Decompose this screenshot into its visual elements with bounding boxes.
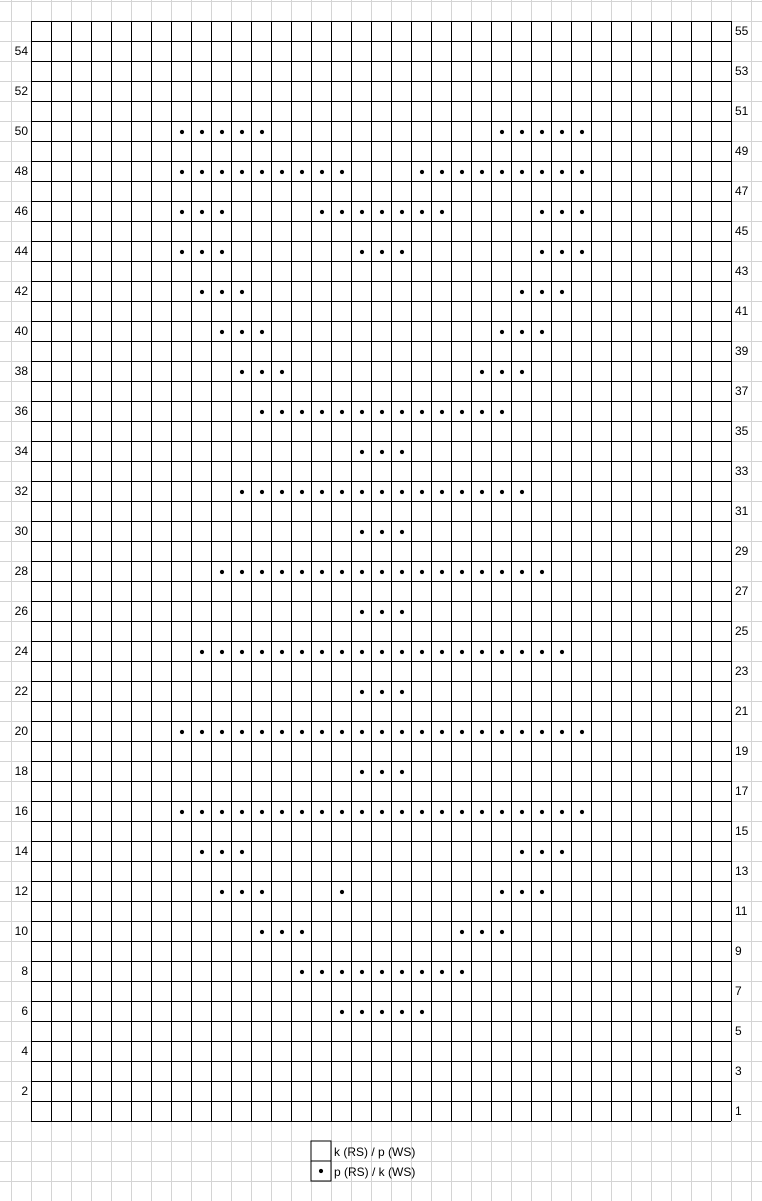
row-number: 18 — [14, 764, 28, 778]
purl-dot — [320, 650, 324, 654]
purl-dot — [420, 410, 424, 414]
purl-dot — [540, 850, 544, 854]
purl-dot — [500, 730, 504, 734]
purl-dot — [540, 210, 544, 214]
purl-dot — [180, 170, 184, 174]
purl-dot — [500, 410, 504, 414]
purl-dot — [280, 570, 284, 574]
purl-dot — [520, 290, 524, 294]
purl-dot — [480, 930, 484, 934]
purl-dot — [240, 130, 244, 134]
purl-dot — [420, 1010, 424, 1014]
purl-dot — [380, 530, 384, 534]
purl-dot — [260, 170, 264, 174]
purl-dot — [480, 810, 484, 814]
purl-dot — [500, 570, 504, 574]
purl-dot — [360, 650, 364, 654]
row-number: 54 — [14, 44, 28, 58]
purl-dot — [520, 490, 524, 494]
purl-dot — [320, 570, 324, 574]
purl-dot — [500, 370, 504, 374]
purl-dot — [280, 650, 284, 654]
purl-dot — [360, 570, 364, 574]
row-number: 45 — [735, 224, 749, 238]
purl-dot — [380, 610, 384, 614]
purl-dot — [200, 210, 204, 214]
purl-dot — [360, 1010, 364, 1014]
row-number: 4 — [21, 1044, 28, 1058]
purl-dot — [540, 890, 544, 894]
row-number: 14 — [14, 844, 28, 858]
purl-dot — [200, 290, 204, 294]
purl-dot — [200, 170, 204, 174]
row-number: 20 — [14, 724, 28, 738]
purl-dot — [360, 530, 364, 534]
purl-dot — [200, 810, 204, 814]
purl-dot — [240, 850, 244, 854]
row-number: 42 — [14, 284, 28, 298]
purl-dot — [300, 930, 304, 934]
purl-dot — [300, 410, 304, 414]
purl-dot — [300, 810, 304, 814]
purl-dot — [580, 250, 584, 254]
purl-dot — [480, 730, 484, 734]
purl-dot — [320, 490, 324, 494]
purl-dot — [500, 810, 504, 814]
purl-dot — [280, 490, 284, 494]
row-number: 39 — [735, 344, 749, 358]
purl-dot — [240, 290, 244, 294]
purl-dot — [540, 730, 544, 734]
purl-dot — [200, 130, 204, 134]
row-number: 23 — [735, 664, 749, 678]
row-number: 8 — [21, 964, 28, 978]
row-number: 30 — [14, 524, 28, 538]
row-number: 35 — [735, 424, 749, 438]
purl-dot — [400, 530, 404, 534]
purl-dot — [360, 730, 364, 734]
purl-dot — [460, 570, 464, 574]
purl-dot — [440, 810, 444, 814]
purl-dot — [380, 730, 384, 734]
row-number: 16 — [14, 804, 28, 818]
legend-purl-label: p (RS) / k (WS) — [334, 1165, 416, 1179]
purl-dot — [560, 730, 564, 734]
purl-dot — [280, 930, 284, 934]
purl-dot — [480, 650, 484, 654]
row-number: 3 — [735, 1064, 742, 1078]
purl-dot — [240, 890, 244, 894]
purl-dot — [540, 650, 544, 654]
purl-dot — [220, 250, 224, 254]
purl-dot — [580, 170, 584, 174]
purl-dot — [380, 650, 384, 654]
purl-dot — [560, 290, 564, 294]
row-number: 34 — [14, 444, 28, 458]
purl-dot — [400, 450, 404, 454]
purl-dot — [540, 330, 544, 334]
purl-dot — [460, 410, 464, 414]
purl-dot — [300, 970, 304, 974]
purl-dot — [300, 490, 304, 494]
purl-dot — [280, 410, 284, 414]
purl-dot — [280, 370, 284, 374]
purl-dot — [300, 570, 304, 574]
purl-dot — [240, 810, 244, 814]
row-number: 5 — [735, 1024, 742, 1038]
purl-dot — [380, 770, 384, 774]
purl-dot — [460, 490, 464, 494]
purl-dot — [280, 810, 284, 814]
purl-dot — [560, 210, 564, 214]
purl-dot — [260, 730, 264, 734]
purl-dot — [360, 610, 364, 614]
purl-dot — [320, 970, 324, 974]
purl-dot — [180, 810, 184, 814]
purl-dot — [420, 170, 424, 174]
purl-dot — [520, 650, 524, 654]
row-number: 27 — [735, 584, 749, 598]
purl-dot — [220, 570, 224, 574]
purl-dot — [200, 730, 204, 734]
purl-dot — [340, 810, 344, 814]
purl-dot — [420, 570, 424, 574]
purl-dot — [260, 370, 264, 374]
purl-dot — [400, 1010, 404, 1014]
purl-dot — [540, 170, 544, 174]
purl-dot — [380, 570, 384, 574]
purl-dot — [520, 370, 524, 374]
purl-dot — [400, 210, 404, 214]
row-number: 48 — [14, 164, 28, 178]
purl-dot — [360, 210, 364, 214]
purl-dot — [220, 210, 224, 214]
purl-dot — [460, 970, 464, 974]
purl-dot — [420, 810, 424, 814]
row-number: 47 — [735, 184, 749, 198]
purl-dot — [580, 210, 584, 214]
purl-dot — [560, 650, 564, 654]
purl-dot — [520, 330, 524, 334]
purl-dot — [180, 210, 184, 214]
row-number: 32 — [14, 484, 28, 498]
purl-dot — [520, 130, 524, 134]
purl-dot — [380, 250, 384, 254]
purl-dot — [380, 690, 384, 694]
row-number: 13 — [735, 864, 749, 878]
purl-dot — [300, 170, 304, 174]
purl-dot — [320, 410, 324, 414]
purl-dot — [520, 810, 524, 814]
purl-dot — [500, 490, 504, 494]
row-number: 10 — [14, 924, 28, 938]
purl-dot — [220, 130, 224, 134]
legend-knit-label: k (RS) / p (WS) — [334, 1145, 416, 1159]
purl-dot — [540, 570, 544, 574]
row-number: 1 — [735, 1104, 742, 1118]
purl-dot — [240, 650, 244, 654]
purl-dot — [480, 370, 484, 374]
purl-dot — [260, 930, 264, 934]
purl-dot — [400, 650, 404, 654]
purl-dot — [580, 130, 584, 134]
purl-dot — [440, 570, 444, 574]
purl-dot — [360, 970, 364, 974]
row-number: 17 — [735, 784, 749, 798]
purl-dot — [240, 730, 244, 734]
row-number: 37 — [735, 384, 749, 398]
row-number: 41 — [735, 304, 749, 318]
purl-dot — [420, 490, 424, 494]
purl-dot — [320, 170, 324, 174]
row-number: 40 — [14, 324, 28, 338]
purl-dot — [500, 930, 504, 934]
purl-dot — [460, 810, 464, 814]
purl-dot — [480, 410, 484, 414]
purl-dot — [340, 490, 344, 494]
purl-dot — [340, 410, 344, 414]
purl-dot — [260, 130, 264, 134]
row-number: 12 — [14, 884, 28, 898]
purl-dot — [360, 770, 364, 774]
purl-dot — [340, 210, 344, 214]
purl-dot — [440, 970, 444, 974]
purl-dot — [340, 730, 344, 734]
purl-dot — [500, 170, 504, 174]
purl-dot — [360, 490, 364, 494]
row-number: 24 — [14, 644, 28, 658]
row-number: 28 — [14, 564, 28, 578]
purl-dot — [260, 650, 264, 654]
row-number: 11 — [735, 904, 748, 918]
purl-dot — [220, 650, 224, 654]
purl-dot — [200, 650, 204, 654]
row-number: 9 — [735, 944, 742, 958]
purl-dot — [500, 650, 504, 654]
purl-dot — [180, 250, 184, 254]
purl-dot — [340, 890, 344, 894]
purl-dot — [420, 210, 424, 214]
purl-dot — [240, 570, 244, 574]
purl-dot — [380, 490, 384, 494]
purl-dot — [180, 730, 184, 734]
purl-dot — [420, 970, 424, 974]
purl-dot — [460, 930, 464, 934]
purl-dot — [320, 730, 324, 734]
purl-dot — [280, 730, 284, 734]
purl-dot — [400, 770, 404, 774]
purl-dot — [540, 810, 544, 814]
purl-dot — [400, 570, 404, 574]
purl-dot — [440, 730, 444, 734]
purl-dot — [220, 810, 224, 814]
row-number: 46 — [14, 204, 28, 218]
purl-dot — [380, 810, 384, 814]
purl-dot — [540, 250, 544, 254]
purl-dot — [220, 290, 224, 294]
row-number: 7 — [735, 984, 742, 998]
purl-dot — [560, 250, 564, 254]
purl-dot — [380, 970, 384, 974]
purl-dot — [200, 250, 204, 254]
purl-dot — [220, 330, 224, 334]
row-number: 38 — [14, 364, 28, 378]
row-number: 6 — [21, 1004, 28, 1018]
row-number: 25 — [735, 624, 749, 638]
purl-dot — [520, 850, 524, 854]
purl-dot — [180, 130, 184, 134]
purl-dot — [580, 810, 584, 814]
purl-dot — [400, 970, 404, 974]
purl-dot — [480, 570, 484, 574]
purl-dot — [500, 130, 504, 134]
purl-dot — [520, 570, 524, 574]
purl-dot — [380, 450, 384, 454]
purl-dot — [220, 850, 224, 854]
purl-dot — [560, 170, 564, 174]
legend-purl-dot — [319, 1169, 323, 1173]
purl-dot — [400, 730, 404, 734]
purl-dot — [460, 650, 464, 654]
purl-dot — [500, 890, 504, 894]
purl-dot — [540, 130, 544, 134]
purl-dot — [400, 490, 404, 494]
purl-dot — [200, 850, 204, 854]
purl-dot — [240, 370, 244, 374]
purl-dot — [400, 810, 404, 814]
row-number: 33 — [735, 464, 749, 478]
purl-dot — [220, 890, 224, 894]
purl-dot — [340, 570, 344, 574]
row-number: 53 — [735, 64, 749, 78]
purl-dot — [460, 730, 464, 734]
row-number: 51 — [735, 104, 749, 118]
purl-dot — [560, 850, 564, 854]
row-number: 31 — [735, 504, 749, 518]
purl-dot — [400, 610, 404, 614]
purl-dot — [360, 410, 364, 414]
legend-knit-box — [311, 1141, 331, 1161]
purl-dot — [400, 250, 404, 254]
purl-dot — [380, 410, 384, 414]
purl-dot — [260, 490, 264, 494]
purl-dot — [360, 250, 364, 254]
purl-dot — [560, 130, 564, 134]
purl-dot — [540, 290, 544, 294]
purl-dot — [260, 810, 264, 814]
row-number: 44 — [14, 244, 28, 258]
purl-dot — [240, 170, 244, 174]
row-number: 43 — [735, 264, 749, 278]
purl-dot — [440, 650, 444, 654]
purl-dot — [260, 410, 264, 414]
row-number: 19 — [735, 744, 749, 758]
purl-dot — [220, 730, 224, 734]
purl-dot — [360, 690, 364, 694]
purl-dot — [260, 330, 264, 334]
purl-dot — [440, 490, 444, 494]
purl-dot — [340, 970, 344, 974]
purl-dot — [340, 1010, 344, 1014]
row-number: 21 — [735, 704, 749, 718]
purl-dot — [280, 170, 284, 174]
row-number: 22 — [14, 684, 28, 698]
purl-dot — [360, 450, 364, 454]
purl-dot — [300, 650, 304, 654]
purl-dot — [320, 810, 324, 814]
purl-dot — [260, 570, 264, 574]
purl-dot — [480, 170, 484, 174]
purl-dot — [380, 1010, 384, 1014]
row-number: 52 — [14, 84, 28, 98]
purl-dot — [520, 890, 524, 894]
purl-dot — [400, 410, 404, 414]
purl-dot — [300, 730, 304, 734]
purl-dot — [340, 650, 344, 654]
purl-dot — [440, 170, 444, 174]
row-number: 36 — [14, 404, 28, 418]
purl-dot — [560, 810, 564, 814]
purl-dot — [520, 730, 524, 734]
purl-dot — [240, 490, 244, 494]
row-number: 49 — [735, 144, 749, 158]
row-number: 15 — [735, 824, 749, 838]
purl-dot — [440, 210, 444, 214]
row-number: 2 — [21, 1084, 28, 1098]
purl-dot — [400, 690, 404, 694]
purl-dot — [380, 210, 384, 214]
purl-dot — [220, 170, 224, 174]
purl-dot — [240, 330, 244, 334]
purl-dot — [360, 810, 364, 814]
purl-dot — [580, 730, 584, 734]
purl-dot — [420, 650, 424, 654]
purl-dot — [500, 330, 504, 334]
row-number: 26 — [14, 604, 28, 618]
purl-dot — [480, 490, 484, 494]
row-number: 55 — [735, 24, 749, 38]
purl-dot — [460, 170, 464, 174]
purl-dot — [440, 410, 444, 414]
row-number: 29 — [735, 544, 749, 558]
purl-dot — [340, 170, 344, 174]
purl-dot — [260, 890, 264, 894]
purl-dot — [520, 170, 524, 174]
row-number: 50 — [14, 124, 28, 138]
purl-dot — [420, 730, 424, 734]
purl-dot — [320, 210, 324, 214]
